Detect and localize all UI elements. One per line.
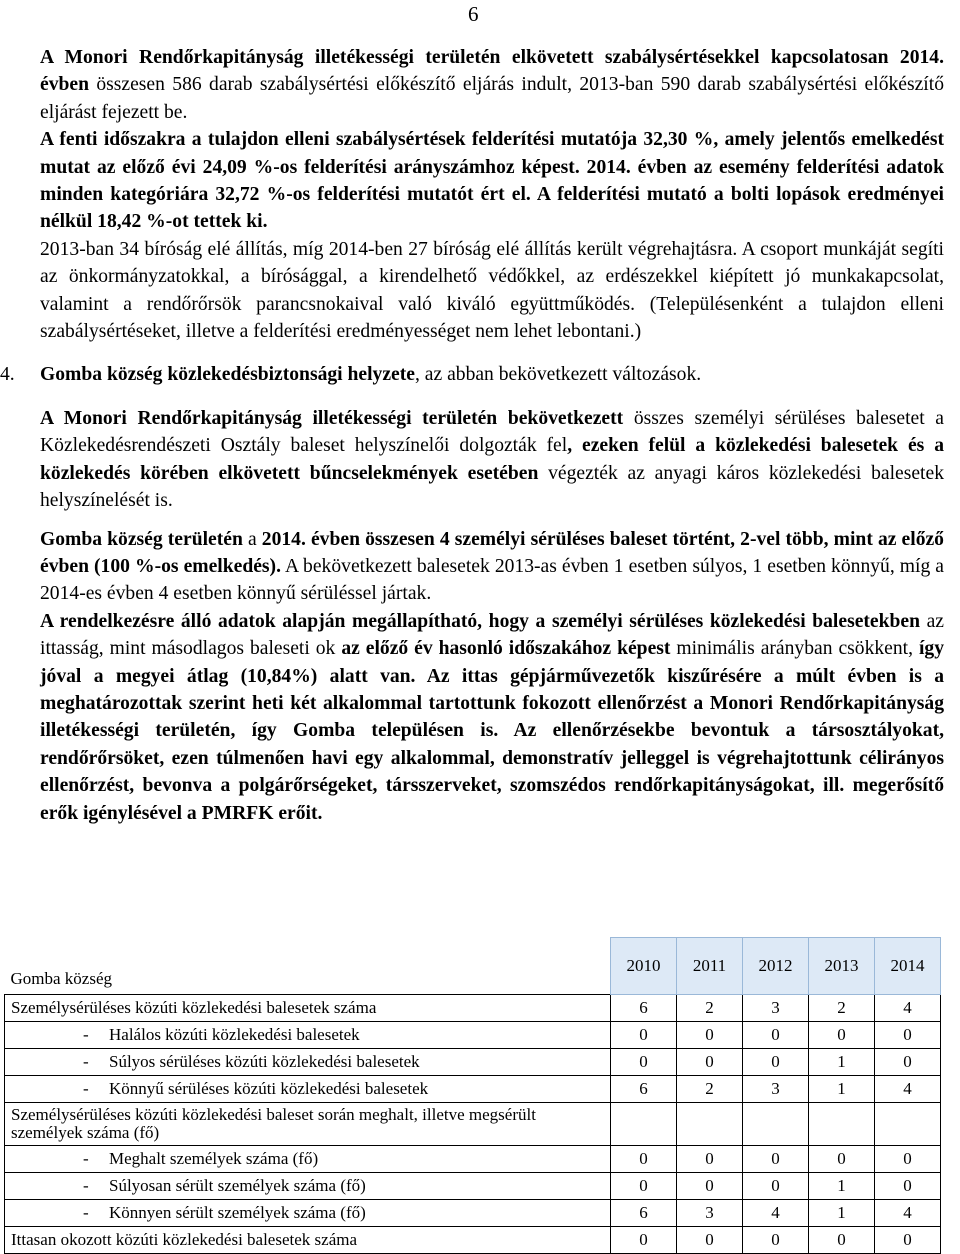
table-cell: 0 [809,1145,875,1172]
table-cell: 0 [743,1226,809,1253]
table-cell: 0 [611,1048,677,1075]
year-header: 2013 [809,938,875,995]
bold-text: az előző év hasonló időszakához képest [341,638,671,660]
table-cell: 3 [677,1199,743,1226]
regular-text: 2013-ban 34 bíróság elé állítás, míg 2014-ben 27 bíróság elé állítás került végrehajtásra. A csoport munkáját segíti az önkormányzatokkal, a bírósággal, a kirendelhető védőkkel, az erdészekkel kiépített jó munkakapcsolat, valamint a rendőrőrsök parancsnokaival való kiváló együttműködés. (Településenként a tulajdon elleni szabálysértéseket, illetve a felderítési eredményességet nem lehet lebontani.) [40,238,944,343]
table-row [5,1199,941,1226]
table-cell: 0 [611,1226,677,1253]
row-label: - Súlyosan sérült személyek száma (fő) [5,1172,611,1199]
table-cell: 6 [611,1075,677,1102]
table-cell: 1 [809,1199,875,1226]
table-header-row [5,938,941,995]
table-cell: 4 [743,1199,809,1226]
table-cell: 4 [875,1075,941,1102]
table-cell: 0 [743,1172,809,1199]
document-body [0,44,945,827]
table-cell: 4 [875,1199,941,1226]
table-row [5,1172,941,1199]
row-label-text: Könnyű sérüléses közúti közlekedési balesetek [109,1078,429,1098]
table-cell: 0 [743,1145,809,1172]
table-row [5,1021,941,1048]
table-cell: 3 [743,1075,809,1102]
table-row [5,1048,941,1075]
table-row [5,1226,941,1253]
row-label-text: Súlyos sérüléses közúti közlekedési balesetek [109,1051,420,1071]
table-cell: 0 [743,1021,809,1048]
bold-text: , ezeken felül a közlekedési balesetek és a közlekedés körében elkövetett bűncselekmények esetében [40,435,944,484]
section-number: 4. [0,364,15,386]
table-cell: 0 [875,1145,941,1172]
table-cell: 2 [677,1075,743,1102]
year-header: 2011 [677,938,743,995]
table-cell: 0 [875,1048,941,1075]
paragraph-drunk-driving [40,608,944,827]
table-cell: 0 [611,1021,677,1048]
paragraph-misdemeanors [40,44,944,345]
table-cell [743,1102,809,1145]
table-cell: 0 [677,1021,743,1048]
row-label: Ittasan okozott közúti közlekedési balesetek száma [5,1226,611,1253]
table-cell [875,1102,941,1145]
bold-text: A Monori Rendőrkapitányság illetékességi területén elkövetett szabálysértésekkel kapcsolatosan 2014. évben [40,47,944,96]
table-cell: 0 [677,1048,743,1075]
table-cell: 0 [875,1172,941,1199]
regular-text: A bekövetkezett balesetek 2013-as évben 1 esetben súlyos, 1 esetben könnyű, míg a 2014-es évben 4 esetben könnyű sérüléssel jártak. [40,555,945,605]
regular-text: minimális arányban csökkent, [670,638,919,660]
table-cell: 0 [809,1021,875,1048]
table-row [5,1075,941,1102]
bold-text: 2014. évben összesen 4 személyi sérüléses baleset történt, 2-vel több, mint az előző évben (100 %-os emelkedés). [40,528,944,577]
table-cell: 0 [875,1021,941,1048]
bold-text: így jóval a megyei átlag (10,84%) alatt van. Az ittas gépjárművezetők kiszűrésére a múlt évben is a meghatározottak szerint heti két alkalommal tartottunk fokozott ellenőrzést a Monori Rendőrkapitányság illetékességi területén, így Gomba településen is. Az ellenőrzésekbe bevontuk a társosztályokat, rendőrőrsöket, ezen túlmenően havi egy alkalommal, demonstratív jelleggel is végrehajtottunk célirányos ellenőrzést, bevonva a polgárőrségeket, társszerveket, szomszédos rendőrkapitányságokat, ill. megerősítő erők igénylésével a PMRFK erőit. [40,638,944,824]
table-header-label: Gomba község [10,968,113,988]
paragraph-traffic-intro [40,405,944,515]
regular-text: a [242,528,262,550]
regular-text: összesen 586 darab szabálysértési előkészítő eljárás indult, 2013-ban 590 darab szabálysértési előkészítő eljárást fejezett be. [40,74,944,123]
table-cell: 6 [611,1199,677,1226]
table-cell: 0 [743,1048,809,1075]
table-cell: 0 [875,1226,941,1253]
paragraph-gomba-accidents [40,526,944,608]
table-cell: 2 [677,994,743,1021]
row-label-text: Halálos közúti közlekedési balesetek [109,1024,360,1044]
row-label: - Meghalt személyek száma (fő) [5,1145,611,1172]
row-label: - Súlyos sérüléses közúti közlekedési balesetek [5,1048,611,1075]
table-row [5,994,941,1021]
bold-text: A Monori Rendőrkapitányság illetékességi területén bekövetkezett [40,407,624,429]
regular-text: az ittasság, mint másodlagos baleseti ok [40,610,945,660]
row-label: - Könnyű sérüléses közúti közlekedési balesetek [5,1075,611,1102]
table-cell: 0 [677,1172,743,1199]
section-title: Gomba község közlekedésbiztonsági helyzete [40,364,415,386]
regular-text: összes személyi sérüléses balesetet a Közlekedésrendészeti Osztály baleset helyszínelői dolgozták fel [40,407,944,457]
table-cell: 1 [809,1048,875,1075]
year-header: 2014 [875,938,941,995]
bold-text: A fenti időszakra a tulajdon elleni szabálysértések felderítési mutatója 32,30 %, amely jelentős emelkedést mutat az előző évi 24,09 %-os felderítési arányszámhoz képest. 2014. évben az esemény felderítési adatok minden kategóriára 32,72 %-os felderítési mutatót ért el. A felderítési mutató a bolti lopások eredményei nélkül 18,42 %-ot tettek ki. [40,129,944,233]
table-cell [809,1102,875,1145]
table-cell: 1 [809,1075,875,1102]
table-row [5,1145,941,1172]
accident-statistics-table [4,937,941,1254]
table-cell: 0 [611,1172,677,1199]
table-cell: 6 [611,994,677,1021]
table-cell: 2 [809,994,875,1021]
table-row [5,1102,941,1145]
table-cell: 0 [809,1226,875,1253]
table-cell: 3 [743,994,809,1021]
table-cell: 0 [677,1226,743,1253]
section-heading [0,361,944,388]
row-label: - Könnyen sérült személyek száma (fő) [5,1199,611,1226]
table-cell: 1 [809,1172,875,1199]
row-label-text: Súlyosan sérült személyek száma (fő) [109,1175,366,1195]
table-cell [611,1102,677,1145]
page-number: 6 [468,2,479,26]
regular-text: végezték az anyagi káros közlekedési balesetek helyszínelését is. [40,462,944,512]
bold-text: A rendelkezésre álló adatok alapján megállapítható, hogy a személyi sérüléses közlekedési balesetekben [40,610,921,632]
table-cell: 0 [611,1145,677,1172]
year-header: 2010 [611,938,677,995]
row-label: - Halálos közúti közlekedési balesetek [5,1021,611,1048]
table-cell: 0 [677,1145,743,1172]
section-title-rest: , az abban bekövetkezett változások. [414,364,702,386]
year-header: 2012 [743,938,809,995]
table-cell: 4 [875,994,941,1021]
row-label: Személysérüléses közúti közlekedési baleset során meghalt, illetve megsérült személyek száma (fő) [5,1102,611,1145]
row-label: Személysérüléses közúti közlekedési balesetek száma [5,994,611,1021]
row-label-text: Könnyen sérült személyek száma (fő) [109,1202,366,1222]
table-cell [677,1102,743,1145]
bold-text: Gomba község területén [40,528,243,550]
row-label-text: Meghalt személyek száma (fő) [109,1148,319,1168]
